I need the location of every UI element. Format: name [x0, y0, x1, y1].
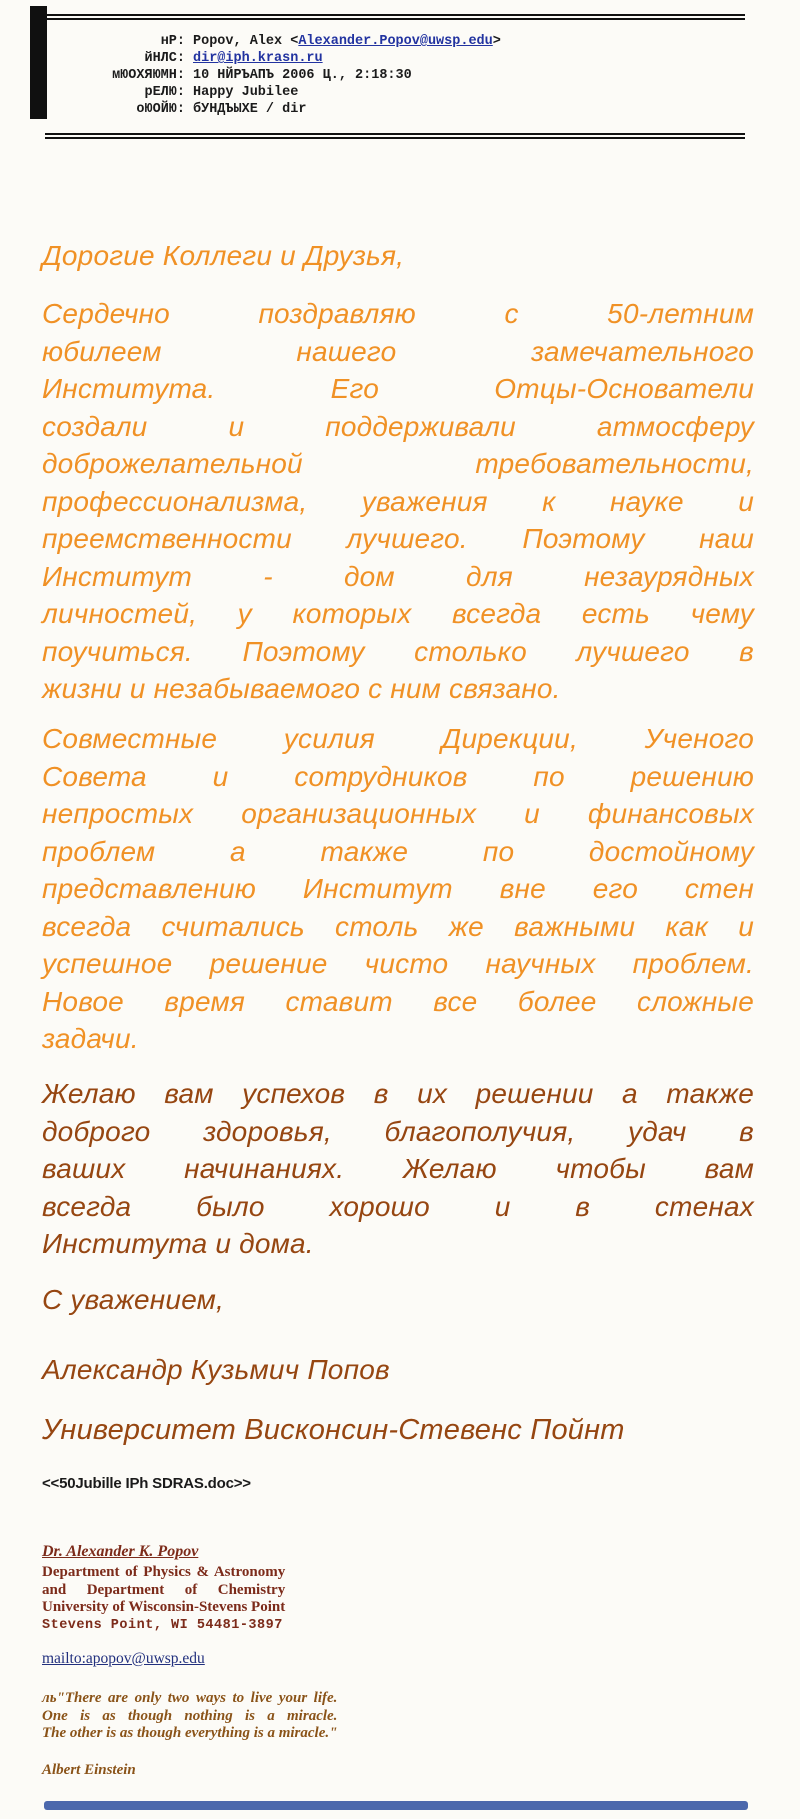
- from-email-link[interactable]: Alexander.Popov@uwsp.edu: [298, 34, 493, 49]
- date-label: мЮОХЯЮМН:: [112, 68, 185, 83]
- text-line: поучиться. Поэтому столько лучшего в: [42, 635, 754, 667]
- subject-value: Happy Jubilee: [193, 85, 299, 100]
- email-header-block: [45, 14, 745, 139]
- text-line: and Department of Chemistry: [42, 1581, 286, 1598]
- sender-org-line: Университет Висконсин-Стевенс Пойнт: [42, 1414, 625, 1446]
- text-line: Института. Его Отцы-Основатели: [42, 373, 754, 404]
- signature-address: Stevens Point, WI 54481-3897: [42, 1618, 283, 1633]
- folder-value: бУНДЪЫХЕ / dir: [193, 102, 307, 117]
- text-line: всегда было хорошо и в стенах: [42, 1190, 754, 1222]
- text-line: Совета и сотрудников по решению: [42, 760, 754, 792]
- text-line: Сердечно поздравляю с 50-летним: [42, 298, 754, 329]
- text-line: создали и поддерживали атмосферу: [42, 410, 754, 442]
- sender-name-line: Александр Кузьмич Попов: [42, 1354, 390, 1385]
- text-line: профессионализма, уважения к науке и: [42, 485, 754, 517]
- from-value: [193, 33, 501, 50]
- to-label: йНЛС:: [144, 51, 185, 66]
- text-line: доброго здоровья, благополучия, удач в: [42, 1115, 754, 1147]
- mailto-link[interactable]: mailto:apopov@uwsp.edu: [42, 1650, 205, 1667]
- closing-line: С уважением,: [42, 1284, 225, 1315]
- paragraph-2: [42, 720, 754, 1058]
- text-line: жизни и незабываемого с ним связано.: [42, 673, 561, 704]
- text-line: доброжелательной требовательности,: [42, 448, 754, 479]
- text-line: One is as though nothing is a miracle.: [42, 1707, 338, 1724]
- header-row-from: [45, 33, 745, 50]
- header-row-to: [45, 50, 745, 67]
- text-line: University of Wisconsin-Stevens Point: [42, 1599, 286, 1615]
- text-line: личностей, у которых всегда есть чему: [42, 598, 754, 629]
- to-value: [193, 50, 323, 67]
- text-line: The other is as though everything is a miracle.": [42, 1725, 338, 1741]
- text-line: преемственности лучшего. Поэтому наш: [42, 523, 754, 554]
- text-line: ваших начинаниях. Желаю чтобы вам: [42, 1153, 754, 1184]
- text-line: Институт - дом для незаурядных: [42, 560, 754, 592]
- subject-label: рЕЛЮ:: [144, 85, 185, 100]
- from-value-suffix: >: [492, 34, 501, 49]
- quote-author: Albert Einstein: [42, 1762, 136, 1778]
- text-line: задачи.: [42, 1023, 139, 1054]
- einstein-quote: [42, 1690, 337, 1743]
- paragraph-1: [42, 295, 754, 708]
- text-line: представлению Институт вне его стен: [42, 873, 754, 904]
- paragraph-3: [42, 1075, 754, 1263]
- text-line: Института и дома.: [42, 1228, 314, 1259]
- text-line: Желаю вам успехов в их решении а также: [42, 1078, 754, 1109]
- text-line: успешное решение чисто научных проблем.: [42, 948, 754, 979]
- header-row-subject: [45, 84, 745, 101]
- folder-label: оЮОЙЮ:: [136, 102, 185, 117]
- text-line: Совместные усилия Дирекции, Ученого: [42, 723, 754, 754]
- header-row-folder: [45, 101, 745, 118]
- signature-name: Dr. Alexander K. Popov: [42, 1543, 199, 1560]
- text-line: непростых организационных и финансовых: [42, 798, 754, 829]
- signature-department-block: [42, 1564, 285, 1617]
- date-value: 10 НЙРЪАПЪ 2006 Ц., 2:18:30: [193, 68, 412, 83]
- footer-blue-bar: [44, 1801, 748, 1810]
- from-label: нР:: [160, 34, 185, 49]
- to-email-link[interactable]: dir@iph.krasn.ru: [193, 51, 323, 66]
- text-line: проблем а также по достойному: [42, 835, 754, 867]
- text-line: юбилеем нашего замечательного: [42, 335, 754, 367]
- greeting-line: Дорогие Коллеги и Друзья,: [42, 240, 405, 271]
- text-line: всегда считались столь же важными как и: [42, 910, 754, 942]
- attachment-filename[interactable]: <<50Jubille IPh SDRAS.doc>>: [42, 1475, 251, 1492]
- text-line: ль"There are only two ways to live your life.: [42, 1690, 338, 1706]
- text-line: Department of Physics & Astronomy: [42, 1564, 286, 1580]
- header-row-date: [45, 67, 745, 84]
- from-value-prefix: Popov, Alex <: [193, 34, 299, 49]
- text-line: Новое время ставит все более сложные: [42, 985, 754, 1017]
